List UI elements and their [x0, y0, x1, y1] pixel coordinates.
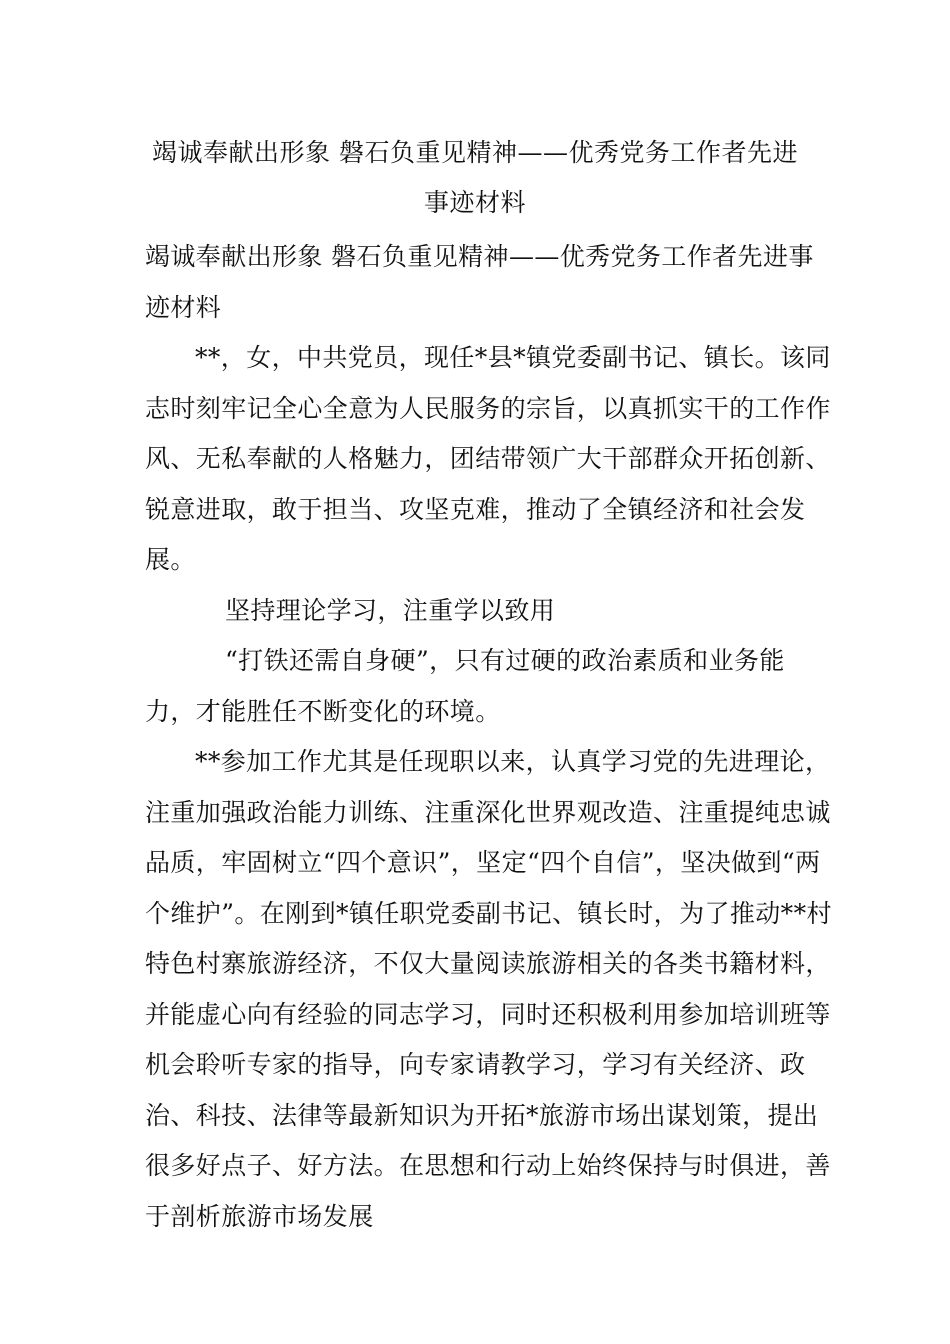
- title-line-1: 竭诚奉献出形象 磐石负重见精神——优秀党务工作者先进: [152, 138, 798, 167]
- section-heading: 坚持理论学习，注重学以致用: [225, 595, 556, 625]
- repeated-title: 竭诚奉献出形象 磐石负重见精神——优秀党务工作者先进事迹材料: [145, 242, 814, 322]
- document-title: [120, 128, 830, 228]
- paragraph-study: **参加工作尤其是任现职以来，认真学习党的先进理论，注重加强政治能力训练、注重深化世界观改造、注重提纯忠诚品质，牢固树立“四个意识”，坚定“四个自信”，坚决做到“两个维护”。在刚到*镇任职党委副书记、镇长时，为了推动**村特色村寨旅游经济，不仅大量阅读旅游相关的各类书籍材料，并能虚心向有经验的同志学习，同时还积极利用参加培训班等机会聆听专家的指导，向专家请教学习，学习有关经济、政治、科技、法律等最新知识为开拓*旅游市场出谋划策，提出很多好点子、好方法。在思想和行动上始终保持与时俱进，善于剖析旅游市场发展: [145, 747, 832, 1231]
- title-line-2: 事迹材料: [423, 188, 526, 217]
- document-body: [145, 232, 835, 1242]
- paragraph-quote: “打铁还需自身硬”，只有过硬的政治素质和业务能力，才能胜任不断变化的环境。: [145, 646, 785, 726]
- paragraph-intro: **，女，中共党员，现任*县*镇党委副书记、镇长。该同志时刻牢记全心全意为人民服务的宗旨，以真抓实干的工作作风、无私奉献的人格魅力，团结带领广大干部群众开拓创新、锐意进取，敢于担当、攻坚克难，推动了全镇经济和社会发展。: [145, 343, 831, 574]
